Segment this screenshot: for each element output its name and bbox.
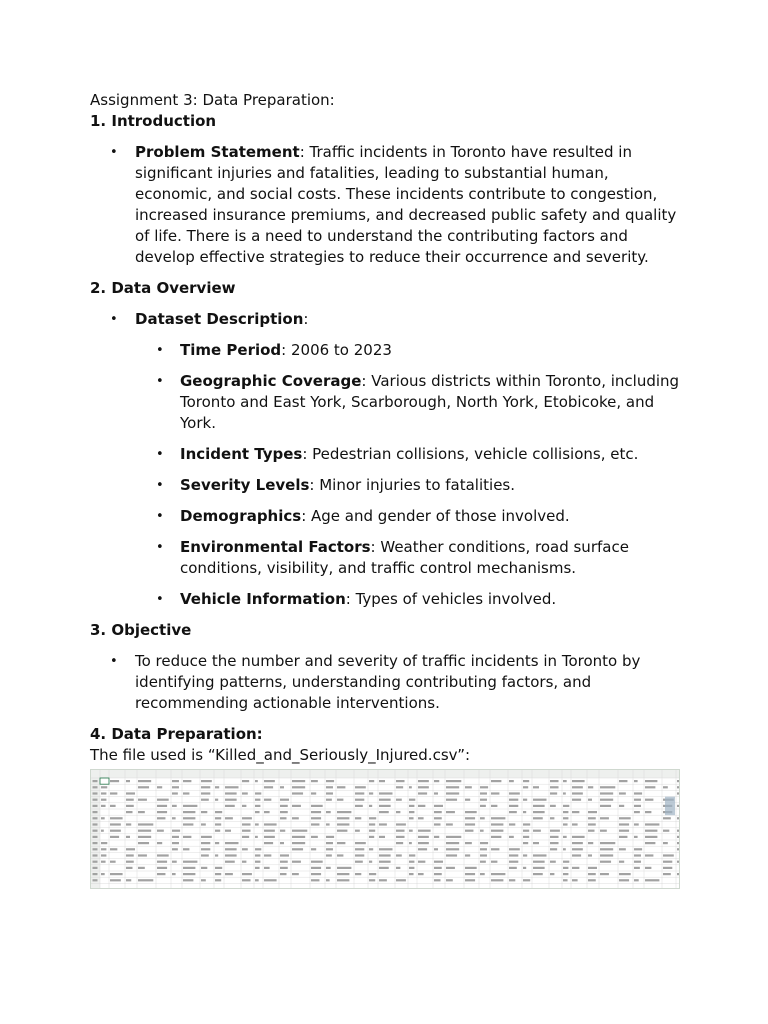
bullet-icon: • — [156, 447, 164, 462]
spreadsheet-screenshot — [90, 769, 680, 889]
item-text: : Various districts within Toronto, including Toronto and East York, Scarborough, North York, Etobicoke, and York. — [180, 372, 680, 432]
item-text: : 2006 to 2023 — [281, 341, 392, 359]
section-heading-objective: 3. Objective — [90, 621, 192, 639]
section-heading-introduction: 1. Introduction — [90, 112, 217, 130]
item-label: Time Period — [180, 341, 282, 359]
overview-list — [90, 309, 690, 330]
list-item-problem-statement — [90, 142, 690, 268]
document-page — [90, 90, 690, 889]
list-item-time-period — [90, 340, 690, 361]
dataset-details-list — [90, 340, 690, 610]
bullet-icon: • — [156, 478, 164, 493]
item-label: Vehicle Information — [180, 590, 346, 608]
list-item-geographic-coverage — [90, 371, 690, 434]
section-heading-data-preparation: 4. Data Preparation: — [90, 725, 263, 743]
item-label: Geographic Coverage — [180, 372, 362, 390]
bullet-icon: • — [110, 654, 118, 669]
item-text: : Minor injuries to fatalities. — [309, 476, 516, 494]
spreadsheet-image — [91, 770, 679, 888]
list-item-objective — [90, 651, 690, 714]
bullet-icon: • — [156, 540, 164, 555]
document-header: Assignment 3: Data Preparation: — [90, 91, 335, 109]
item-label: Demographics — [180, 507, 302, 525]
bullet-icon: • — [110, 312, 118, 327]
bullet-icon: • — [156, 509, 164, 524]
item-text: : Pedestrian collisions, vehicle collisions, etc. — [302, 445, 639, 463]
item-label: Severity Levels — [180, 476, 310, 494]
list-item-vehicle-information — [90, 589, 690, 610]
dataset-description-colon: : — [303, 310, 309, 328]
introduction-list — [90, 142, 690, 268]
item-text: : Age and gender of those involved. — [301, 507, 570, 525]
item-text: : Types of vehicles involved. — [345, 590, 557, 608]
list-item-demographics — [90, 506, 690, 527]
item-label: Incident Types — [180, 445, 303, 463]
list-item-dataset-description — [90, 309, 690, 330]
objective-list — [90, 651, 690, 714]
bullet-icon: • — [156, 374, 164, 389]
problem-statement-label: Problem Statement — [135, 143, 300, 161]
bullet-icon: • — [156, 343, 164, 358]
problem-statement-text: : Traffic incidents in Toronto have resulted in significant injuries and fatalities, leading to substantial human, economic, and social costs. These incidents contribute to congestion, increased insurance premiums, and decreased public safety and quality of life. There is a need to understand the contributing factors and develop effective strategies to reduce their occurrence and severity. — [135, 143, 677, 266]
bullet-icon: • — [110, 145, 118, 160]
list-item-severity-levels — [90, 475, 690, 496]
item-text: : Weather conditions, road surface conditions, visibility, and traffic control mechanisms. — [180, 538, 629, 577]
dataset-description-label: Dataset Description — [135, 310, 304, 328]
file-used-text: The file used is “Killed_and_Seriously_Injured.csv”: — [90, 746, 471, 764]
section-heading-data-overview: 2. Data Overview — [90, 279, 236, 297]
list-item-environmental-factors — [90, 537, 690, 579]
objective-text: To reduce the number and severity of traffic incidents in Toronto by identifying patterns, understanding contributing factors, and recommending actionable interventions. — [135, 652, 641, 712]
list-item-incident-types — [90, 444, 690, 465]
item-label: Environmental Factors — [180, 538, 371, 556]
bullet-icon: • — [156, 592, 164, 607]
